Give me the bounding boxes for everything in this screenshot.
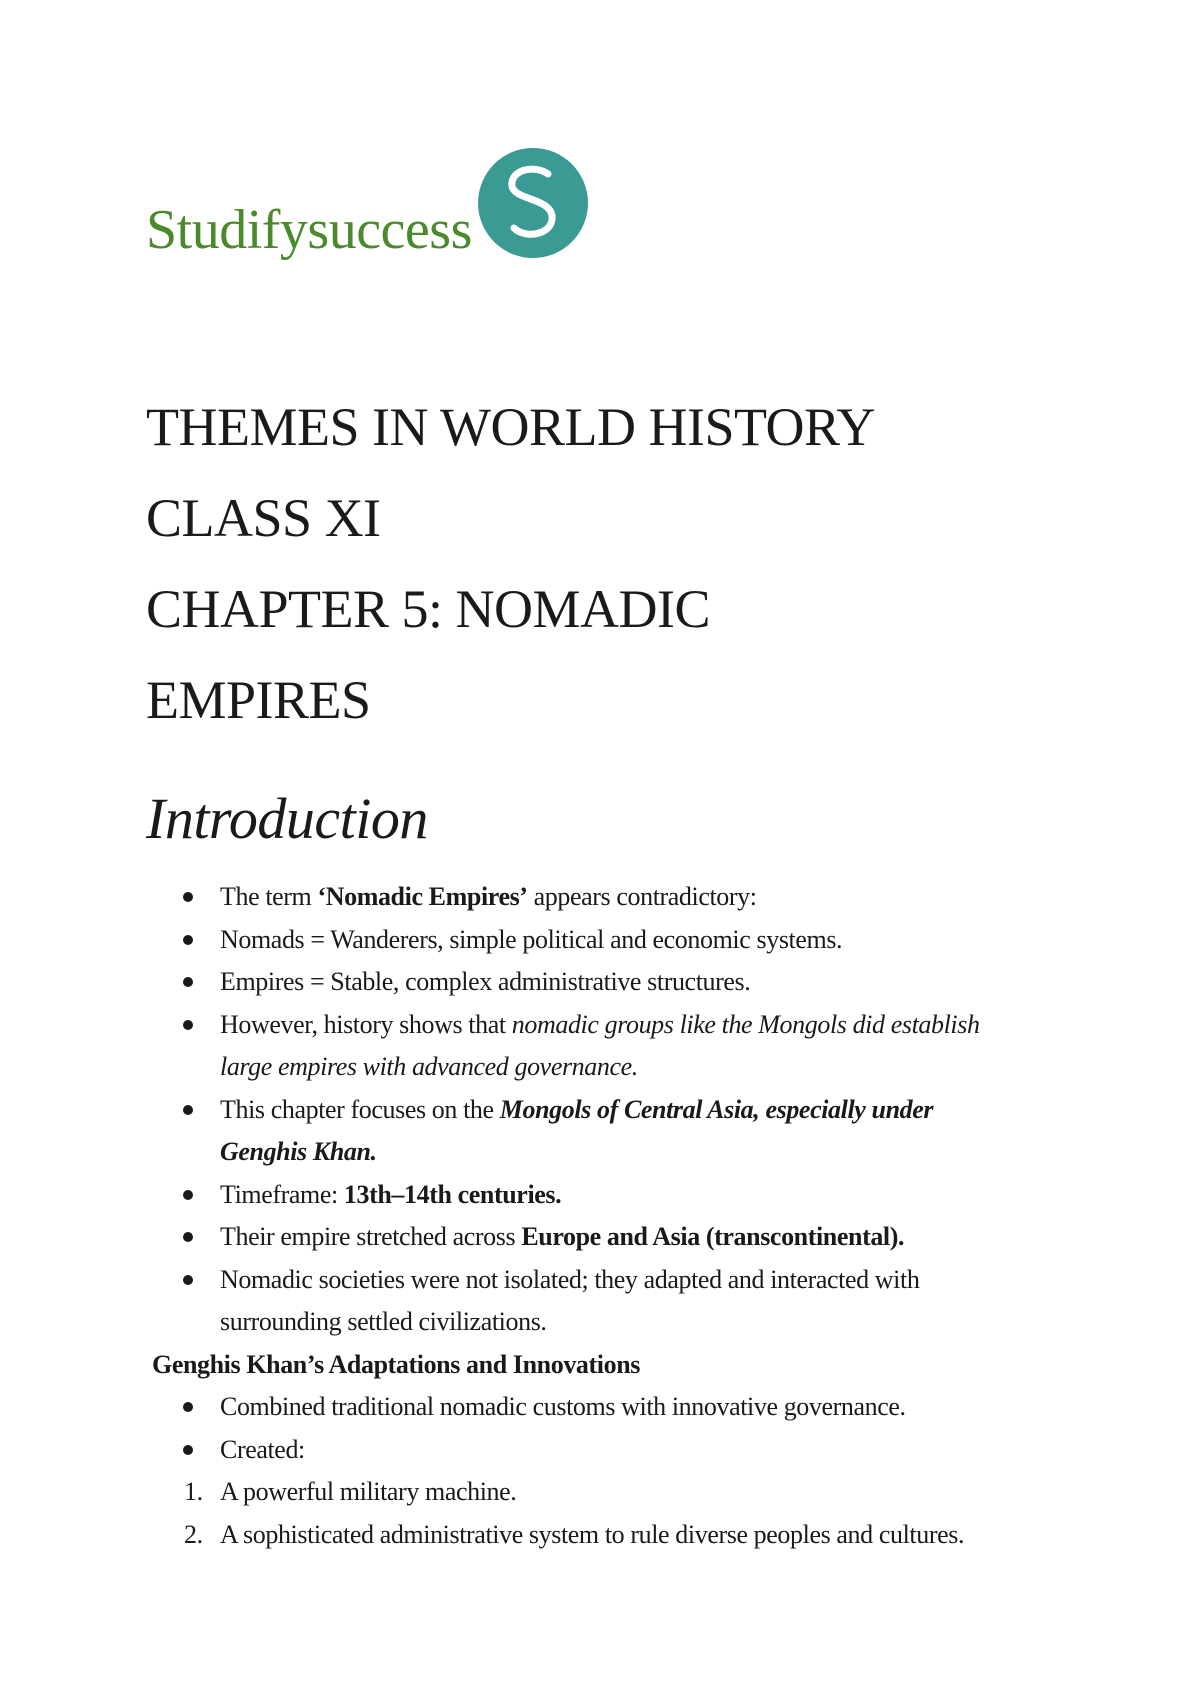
list-item: Nomadic societies were not isolated; they adapted and interacted with surrounding settled civilizations. [146, 1259, 1076, 1344]
adaptations-heading: Genghis Khan’s Adaptations and Innovations [152, 1349, 640, 1379]
bullet-icon [183, 1445, 193, 1455]
studifysuccess-logo [146, 148, 596, 278]
bullet-icon [183, 1190, 193, 1200]
title-line: CHAPTER 5: NOMADIC [146, 579, 711, 639]
title-line: EMPIRES [146, 670, 371, 730]
bullet-icon [183, 892, 193, 902]
list-item: Empires = Stable, complex administrative structures. [146, 961, 1076, 1004]
list-item: Combined traditional nomadic customs with innovative governance. [146, 1386, 1076, 1429]
bullet-icon [183, 1105, 193, 1115]
bullet-icon [183, 935, 193, 945]
list-item: Timeframe: 13th–14th centuries. [146, 1174, 1076, 1217]
bullet-icon [183, 1275, 193, 1285]
numbered-item: 2. A sophisticated administrative system to rule diverse peoples and cultures. [146, 1514, 1076, 1557]
introduction-heading: Introduction [146, 786, 428, 851]
list-item: Nomads = Wanderers, simple political and economic systems. [146, 919, 1076, 962]
logo-s-mark-icon [478, 148, 588, 258]
bullet-icon [183, 1020, 193, 1030]
list-item: Created: [146, 1429, 1076, 1472]
list-item: Their empire stretched across Europe and Asia (transcontinental). [146, 1216, 1076, 1259]
logo-brand-text: Studifysuccess [146, 199, 472, 261]
numbered-item: 1. A powerful military machine. [146, 1471, 1076, 1514]
list-item: The term ‘Nomadic Empires’ appears contradictory: [146, 876, 1076, 919]
introduction-content [146, 876, 1076, 1556]
bullet-icon [183, 1402, 193, 1412]
title-line: CLASS XI [146, 488, 381, 548]
bullet-icon [183, 1232, 193, 1242]
item-number: 2. [184, 1519, 203, 1549]
document-title [146, 382, 1106, 746]
item-number: 1. [184, 1477, 203, 1506]
title-line: THEMES IN WORLD HISTORY [146, 397, 876, 457]
list-item: However, history shows that nomadic groups like the Mongols did establish large empires with advanced governance. [146, 1004, 1076, 1089]
list-item: This chapter focuses on the Mongols of Central Asia, especially under Genghis Khan. [146, 1089, 1076, 1174]
bullet-icon [183, 977, 193, 987]
